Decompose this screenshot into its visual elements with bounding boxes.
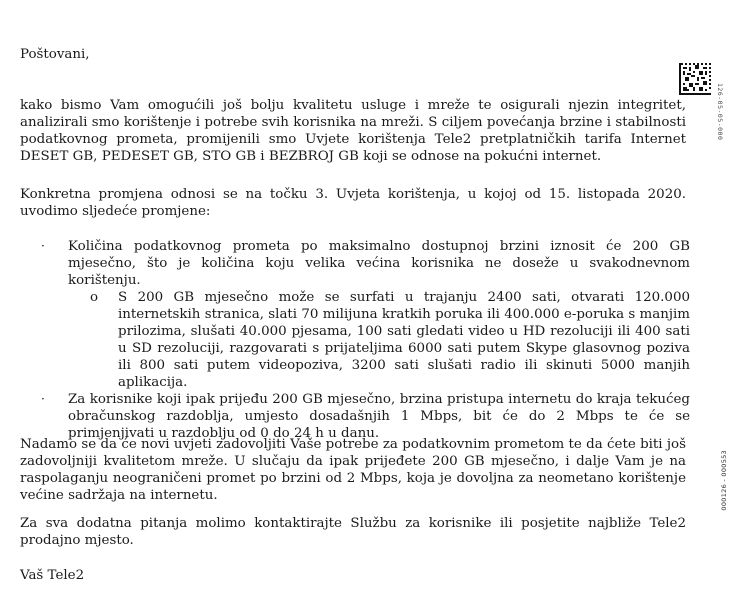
sub-list-item-text: S 200 GB mjesečno može se surfati u trajanju 2400 sati, otvarati 120.000 internetskih stranica, slati 70 milijuna kratkih poruka ili 400.000 e-poruka s manjim prilozima, slušati 40.000 pjesama, 100 sati gledati video u HD rezoluciji ili 400 sati u SD rezoluciji, razgovarati s prijateljima 6000 sati putem Skype glasovnog poziva ili 800 sati putem videopoziva, 3200 sati slušati radio ili skinuti 5000 manjih aplikacija.	[118, 290, 690, 390]
list-item	[20, 391, 690, 442]
signoff: Vaš Tele2	[20, 568, 85, 583]
paragraph-contact: Za sva dodatna pitanja molimo kontaktirajte Službu za korisnike ili posjetite najbliže Tele2 prodajno mjesto.	[20, 516, 686, 548]
paragraph-closing: Nadamo se da će novi uvjeti zadovoljiti Vaše potrebe za podatkovnim prometom te da ćete biti još zadovoljniji kvalitetom mreže. U slučaju da ipak prijeđete 200 GB mjesečno, i dalje Vam je na raspolaganju neograničeni promet po brzini od 2 Mbps, koja je dovoljna za neometano korištenje većine sadržaja na internetu.	[20, 437, 686, 503]
paragraph-intro: kako bismo Vam omogućili još bolju kvalitetu usluge i mreže te osigurali njezin integritet, analizirali smo korištenje i potrebe svih korisnika na mreži. S ciljem povećanja brzine i stabilnosti podatkovnog prometa, promijenili smo Uvjete korištenja Tele2 pretplatničkih tarifa Internet DESET GB, PEDESET GB, STO GB i BEZBROJ GB koji se odnose na pokućni internet.	[20, 98, 686, 164]
list-item-text: Količina podatkovnog prometa po maksimalno dostupnoj brzini iznosit će 200 GB mjesečno, što je količina koju velika većina korisnika ne doseže u svakodnevnom korištenju.	[68, 239, 690, 288]
bullet-marker: ·	[41, 392, 45, 406]
list-item-text: Za korisnike koji ipak prijeđu 200 GB mjesečno, brzina pristupa internetu do kraja tekućeg obračunskog razdoblja, umjesto dosadašnjih 1 Mbps, bit će do 2 Mbps te će se primjenjivati u razdoblju od 0 do 24 h u danu.	[68, 392, 690, 441]
greeting: Poštovani,	[20, 47, 90, 62]
document-code-top: 126-05-05-000	[716, 83, 724, 141]
changes-list	[20, 238, 690, 442]
document-code-side: 000126 - 000553	[720, 450, 728, 511]
sub-list-item	[68, 289, 690, 391]
paragraph-change: Konkretna promjena odnosi se na točku 3. Uvjeta korištenja, u kojoj od 15. listopada 2020. uvodimo sljedeće promjene:	[20, 187, 686, 219]
sub-bullet-marker: o	[90, 290, 99, 305]
datamatrix-code-icon	[679, 63, 711, 95]
list-item	[20, 238, 690, 289]
bullet-marker: ·	[41, 239, 45, 253]
